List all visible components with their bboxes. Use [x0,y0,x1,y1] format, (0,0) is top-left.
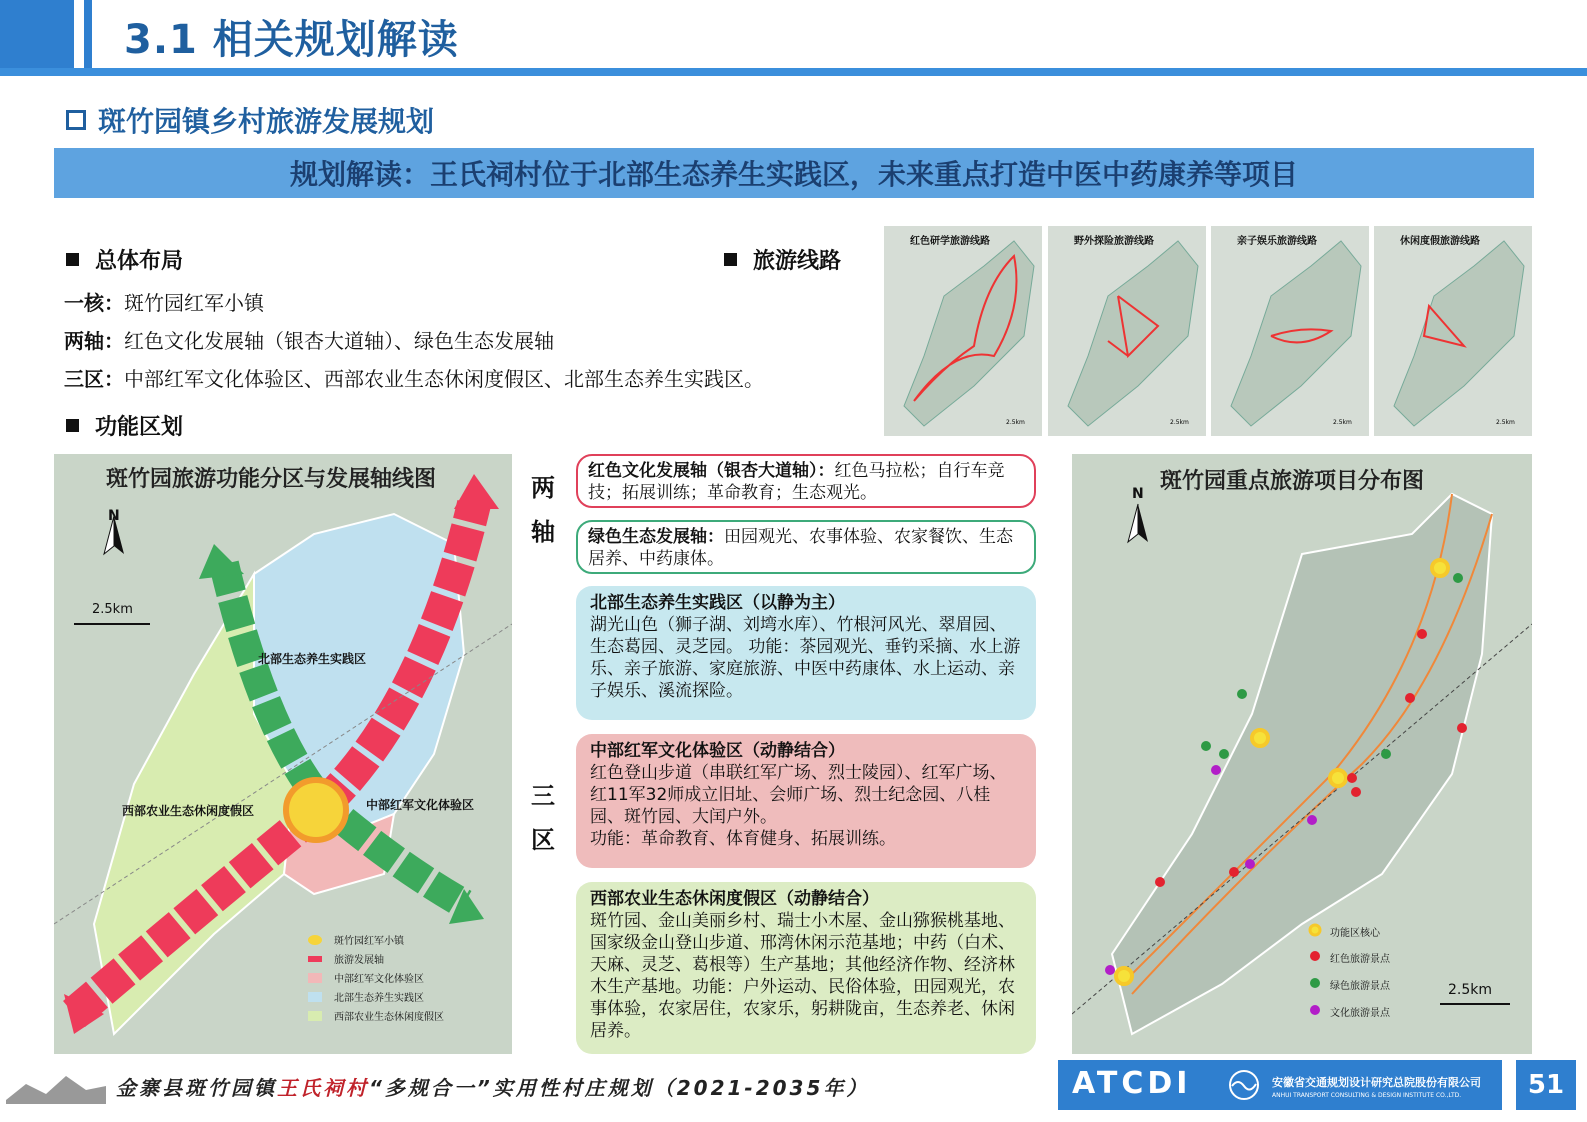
company-name-en: ANHUI TRANSPORT CONSULTING & DESIGN INSTITUTE CO.,LTD. [1272,1092,1462,1099]
green-axis-title: 绿色生态发展轴： [588,527,724,547]
legend-green: 绿色旅游景点 [1330,981,1390,992]
axis-icon [308,956,322,962]
route-map-thumbnail [1211,226,1369,436]
logo-wave-icon [1224,1070,1264,1100]
zone-side-label [528,774,558,862]
mid-zone-func: 功能：革命教育、体育健身、拓展训练。 [590,829,896,849]
page-title: 3.1 相关规划解读 [124,17,459,63]
legend-text: 斑竹园红军小镇 [334,936,404,947]
header-divider [0,68,1587,76]
route-map-graphic [1048,226,1206,436]
west-zone-title: 西部农业生态休闲度假区（动静结合） [590,889,879,909]
distribution-map-graphic [1072,454,1532,1054]
west-zone-box [576,882,1036,1054]
red-axis-title: 红色文化发展轴（银杏大道轴）： [588,461,835,481]
route-map-graphic [1374,226,1532,436]
side-char: 两 [531,474,555,502]
core-line [64,287,264,316]
zone-north-label: 北部生态养生实践区 [258,652,367,666]
route-scale: 2.5km [1170,419,1189,426]
legend-text: 中部红军文化体验区 [334,974,424,985]
scale-label: 2.5km [1448,982,1493,998]
legend-item [308,970,424,985]
side-char: 轴 [531,518,555,546]
checkbox-icon [66,110,86,130]
route-map-thumbnail [884,226,1042,436]
legend-item [308,1008,444,1023]
west-zone-text: 斑竹园、金山美丽乡村、瑞士小木屋、金山猕猴桃基地、国家级金山登山步道、邢湾休闲示范基地；中药（白术、天麻、灵芝、葛根等）生产基地；其他经济作物、经济林木生产基地。功能：户外运动、民俗体验，田园观光，农事体验，农家居住，农家乐，躬耕陇亩，生态养老、休闲居养。 [590,911,1015,1041]
core-label: 一核： [64,291,124,315]
route-map-graphic [884,226,1042,436]
route-map-thumbnail [1374,226,1532,436]
company-name-cn: 安徽省交通规划设计研究总院股份有限公司 [1272,1076,1481,1089]
legend-item [308,989,424,1004]
axis-side-label [528,466,558,554]
legend-core: 功能区核心 [1330,928,1380,939]
right-map-title: 斑竹园重点旅游项目分布图 [1160,469,1425,494]
legend-culture: 文化旅游景点 [1330,1008,1390,1019]
company-logo-bar [1058,1060,1502,1110]
banner-text: 规划解读：王氏祠村位于北部生态养生实践区，未来重点打造中医中药康养等项目 [289,158,1298,191]
north-zone-title: 北部生态养生实践区（以静为主） [590,593,845,613]
side-char: 三 [531,782,555,810]
routes-heading-text: 旅游线路 [753,249,842,274]
axis-text: 红色文化发展轴（银杏大道轴）、绿色生态发展轴 [124,329,554,353]
mid-zone-box [576,734,1036,868]
route-label: 亲子娱乐旅游线路 [1237,236,1317,247]
legend-text: 西部农业生态休闲度假区 [334,1012,444,1023]
zone-line [64,363,764,392]
zone-mid-label: 中部红军文化体验区 [366,798,475,812]
bullet-icon [66,253,79,266]
company-logo: ATCDI [1072,1066,1192,1101]
route-scale: 2.5km [1496,419,1515,426]
zoning-map-graphic [54,454,512,1054]
left-map-title: 斑竹园旅游功能分区与发展轴线图 [106,467,437,492]
section-title [66,100,434,140]
north-zone-text: 湖光山色（狮子湖、刘塆水库）、竹根河风光、翠眉园、生态葛园、灵芝园。 功能：茶园观光、垂钓采摘、水上游乐、亲子旅游、家庭旅游、中医中药康体、水上运动、亲子娱乐、溪流探险。 [590,615,1021,701]
route-scale: 2.5km [1006,419,1025,426]
red-axis-text: 红色马拉松；自行车竞技；拓展训练；革命教育；生态观光。 [588,461,1005,503]
route-label: 休闲度假旅游线路 [1400,236,1480,247]
interpretation-banner [54,148,1534,198]
legend-text: 北部生态养生实践区 [334,993,424,1004]
legend-text: 旅游发展轴 [334,955,384,966]
route-label: 红色研学旅游线路 [910,236,990,247]
north-label: N [1132,486,1144,502]
red-axis-box [576,454,1036,508]
side-char: 区 [531,826,555,854]
footer-text-a: 金寨县斑竹园镇 [116,1076,277,1100]
town-icon [308,935,322,945]
layout-heading [66,244,183,275]
route-scale: 2.5km [1333,419,1352,426]
west-zone-icon [308,1011,322,1021]
bullet-icon [724,253,737,266]
north-zone-box [576,586,1036,720]
north-zone-icon [308,992,322,1002]
route-map-graphic [1211,226,1369,436]
header-accent-bar [0,0,74,70]
routes-heading [724,244,841,275]
scale-label: 2.5km [92,602,133,617]
axis-label: 两轴： [64,329,124,353]
layout-heading-text: 总体布局 [95,249,184,274]
footer-project-title [116,1072,869,1101]
legend-item [308,932,404,947]
legend-item [308,951,384,966]
footer-text-b: “多规合一”实用性村庄规划（2021-2035年） [369,1076,870,1100]
section-title-text: 斑竹园镇乡村旅游发展规划 [98,105,435,138]
function-zoning-heading [66,410,183,441]
project-distribution-map [1072,454,1532,1054]
village-illustration-icon [6,1064,106,1104]
north-label: N [108,508,120,524]
zone-west-label: 西部农业生态休闲度假区 [122,804,255,818]
function-zoning-text: 功能区划 [95,415,184,440]
green-axis-text: 田园观光、农事体验、农家餐饮、生态居养、中药康体。 [588,527,1013,569]
bullet-icon [66,419,79,432]
mid-zone-text: 红色登山步道（串联红军广场、烈士陵园）、红军广场、红11军32师成立旧址、会师广场、烈士纪念园、八桂园、斑竹园、大闰户外。 [590,763,1007,827]
zone-label: 三区： [64,367,124,391]
header-accent-bar-thin [84,0,92,70]
green-axis-box [576,520,1036,574]
route-map-thumbnail [1048,226,1206,436]
footer-village: 王氏祠村 [277,1076,369,1100]
route-label: 野外探险旅游线路 [1074,236,1154,247]
zone-text: 中部红军文化体验区、西部农业生态休闲度假区、北部生态养生实践区。 [124,367,764,391]
mid-zone-title: 中部红军文化体验区（动静结合） [590,741,845,761]
core-text: 斑竹园红军小镇 [124,291,264,315]
page-number: 51 [1516,1060,1576,1110]
legend-red: 红色旅游景点 [1330,954,1390,965]
function-zoning-map [54,454,512,1054]
mid-zone-icon [308,973,322,983]
axis-line [64,325,554,354]
